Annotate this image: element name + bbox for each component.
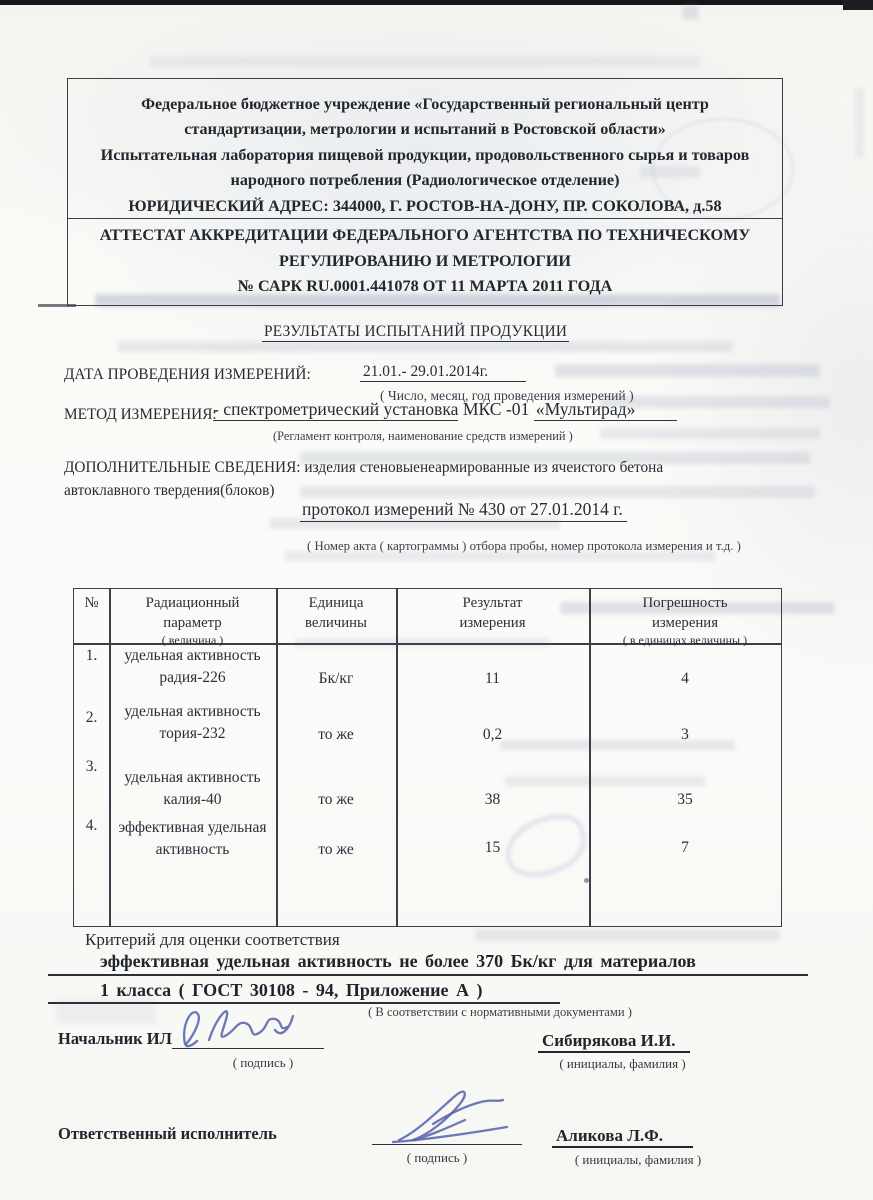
col-header-param [109, 589, 276, 648]
row-error: 7 [681, 839, 689, 856]
col-header-error [589, 589, 781, 648]
param-line: удельная активность [124, 703, 261, 720]
col-header-result [396, 589, 589, 633]
col-header-subtext: ( в единицах величины ) [622, 633, 748, 647]
row-error: 35 [677, 791, 693, 808]
row-error: 3 [681, 726, 689, 743]
row-num: 1. [85, 647, 98, 664]
signature-head-of-lab [175, 1000, 295, 1052]
bleedthrough-line [475, 929, 780, 941]
scan-edge-strip [0, 0, 873, 5]
param-line: калия-40 [163, 791, 222, 808]
table-gridline [396, 589, 398, 926]
accreditation-line: РЕГУЛИРОВАНИЮ И МЕТРОЛОГИИ [279, 251, 571, 270]
org-line: Испытательная лаборатория пищевой продукции, продовольственного сырья и товаров [100, 145, 750, 164]
col-header-text: № [84, 595, 99, 611]
row-result: 0,2 [482, 726, 503, 743]
protocol-caption: ( Номер акта ( картограммы ) отбора пробы, номер протокола измерения и т.д. ) [307, 539, 741, 553]
scan-artifact [683, 6, 698, 19]
signatory-role-executor: Ответственный исполнитель [58, 1124, 277, 1143]
org-line: народного потребления (Радиологическое отделение) [230, 171, 620, 190]
scan-edge-corner [843, 0, 873, 10]
legal-address: ЮРИДИЧЕСКИЙ АДРЕС: 344000, Г. РОСТОВ-НА-ДОНУ, ПР. СОКОЛОВА, д.58 [128, 196, 722, 215]
header-divider [68, 218, 782, 219]
param-line: удельная активность [124, 769, 261, 786]
criteria-label: Критерий для оценки соответствия [85, 930, 340, 949]
method-value-part1: - спектрометрический установка [213, 399, 459, 419]
param-line: активность [155, 841, 230, 858]
param-line: радия-226 [159, 669, 226, 686]
bleedthrough-line [300, 486, 815, 498]
bleedthrough-line [150, 56, 700, 67]
signatory-name-head: Сибирякова И.И. [538, 1031, 690, 1053]
additional-info-line1: ДОПОЛНИТЕЛЬНЫЕ СВЕДЕНИЯ: изделия стеновыенеармированные из ячеистого бетона [64, 459, 664, 476]
row-num: 2. [85, 709, 98, 726]
col-header-text: параметр [163, 614, 222, 631]
signatory-caption-head: ( инициалы, фамилия ) [559, 1056, 686, 1071]
col-header-text: Погрешность [642, 595, 728, 611]
accreditation-number: № САРК RU.0001.441078 ОТ 11 МАРТА 2011 ГОДА [237, 277, 613, 296]
method-value-part3: «Мультирад» [534, 399, 678, 421]
protocol-number-line: протокол измерений № 430 от 27.01.2014 г. [300, 499, 627, 522]
col-header-text: величины [305, 614, 367, 631]
header-box [67, 78, 783, 306]
table-gridline [276, 589, 278, 926]
col-header-text: Единица [308, 595, 364, 611]
row-unit: Бк/кг [318, 670, 354, 687]
col-header-text: измерения [459, 614, 526, 631]
bleedthrough-line [555, 364, 820, 377]
row-result: 15 [484, 839, 501, 856]
col-header-unit [276, 589, 396, 633]
organization-block [68, 79, 782, 219]
method-value [213, 399, 677, 420]
row-result: 11 [485, 670, 500, 687]
row-result: 38 [484, 791, 501, 808]
results-table [73, 588, 782, 927]
row-unit: то же [318, 726, 354, 743]
bleedthrough-line [600, 428, 820, 439]
criteria-caption: ( В соответствии с нормативными документами ) [368, 1005, 632, 1019]
criteria-underline [48, 1002, 560, 1004]
signature-caption-executor: ( подпись ) [406, 1150, 468, 1165]
row-unit: то же [318, 791, 354, 808]
row-unit: то же [318, 841, 354, 858]
criteria-underline [48, 974, 808, 976]
additional-info-line2: автоклавного твердения(блоков) [64, 482, 275, 499]
page-title: РЕЗУЛЬТАТЫ ИСПЫТАНИЙ ПРОДУКЦИИ [264, 323, 568, 340]
col-header-subtext: ( величина ) [161, 633, 224, 647]
signatory-name-executor: Аликова Л.Ф. [552, 1126, 693, 1148]
param-line: эффективная удельная [118, 819, 267, 836]
method-caption: (Регламент контроля, наименование средств измерений ) [273, 429, 573, 443]
row-param [109, 645, 276, 689]
col-header-text: Результат [462, 595, 523, 611]
param-line: тория-232 [159, 725, 226, 742]
param-line: удельная активность [124, 647, 261, 664]
row-num: 4. [85, 817, 98, 834]
signature-caption-head: ( подпись ) [232, 1055, 294, 1070]
date-caption: ( Число, месяц, год проведения измерений ) [380, 388, 634, 403]
org-line: стандартизации, метрологии и испытаний в Ростовской области» [184, 120, 666, 139]
col-header-text: измерения [651, 614, 719, 631]
scan-artifact [855, 88, 864, 158]
date-label: ДАТА ПРОВЕДЕНИЯ ИЗМЕРЕНИЙ: [64, 366, 311, 383]
signature-executor [385, 1090, 510, 1146]
method-label: МЕТОД ИЗМЕРЕНИЯ: [64, 406, 217, 423]
date-value: 21.01.- 29.01.2014г. [360, 363, 526, 382]
row-num: 3. [85, 758, 98, 775]
criteria-line1: эффективная удельная активность не более 370 Бк/кг для материалов [100, 951, 696, 971]
col-header-num [74, 589, 109, 614]
bleedthrough-line [118, 341, 733, 352]
row-param [109, 701, 276, 745]
org-line: Федеральное бюджетное учреждение «Государственный региональный центр [141, 95, 709, 113]
signatory-caption-executor: ( инициалы, фамилия ) [574, 1152, 702, 1167]
method-value-part2: МКС -01 [458, 399, 534, 419]
col-header-text: Радиационный [145, 595, 240, 611]
row-param [109, 817, 276, 861]
row-error: 4 [681, 670, 689, 687]
criteria-line2: 1 класса ( ГОСТ 30108 - 94, Приложение А ) [100, 980, 483, 1000]
row-param [109, 767, 276, 811]
accreditation-block [68, 223, 782, 300]
accreditation-line: АТТЕСТАТ АККРЕДИТАЦИИ ФЕДЕРАЛЬНОГО АГЕНТСТВА ПО ТЕХНИЧЕСКОМУ [99, 226, 751, 244]
signatory-role-head: Начальник ИЛ [58, 1029, 172, 1048]
